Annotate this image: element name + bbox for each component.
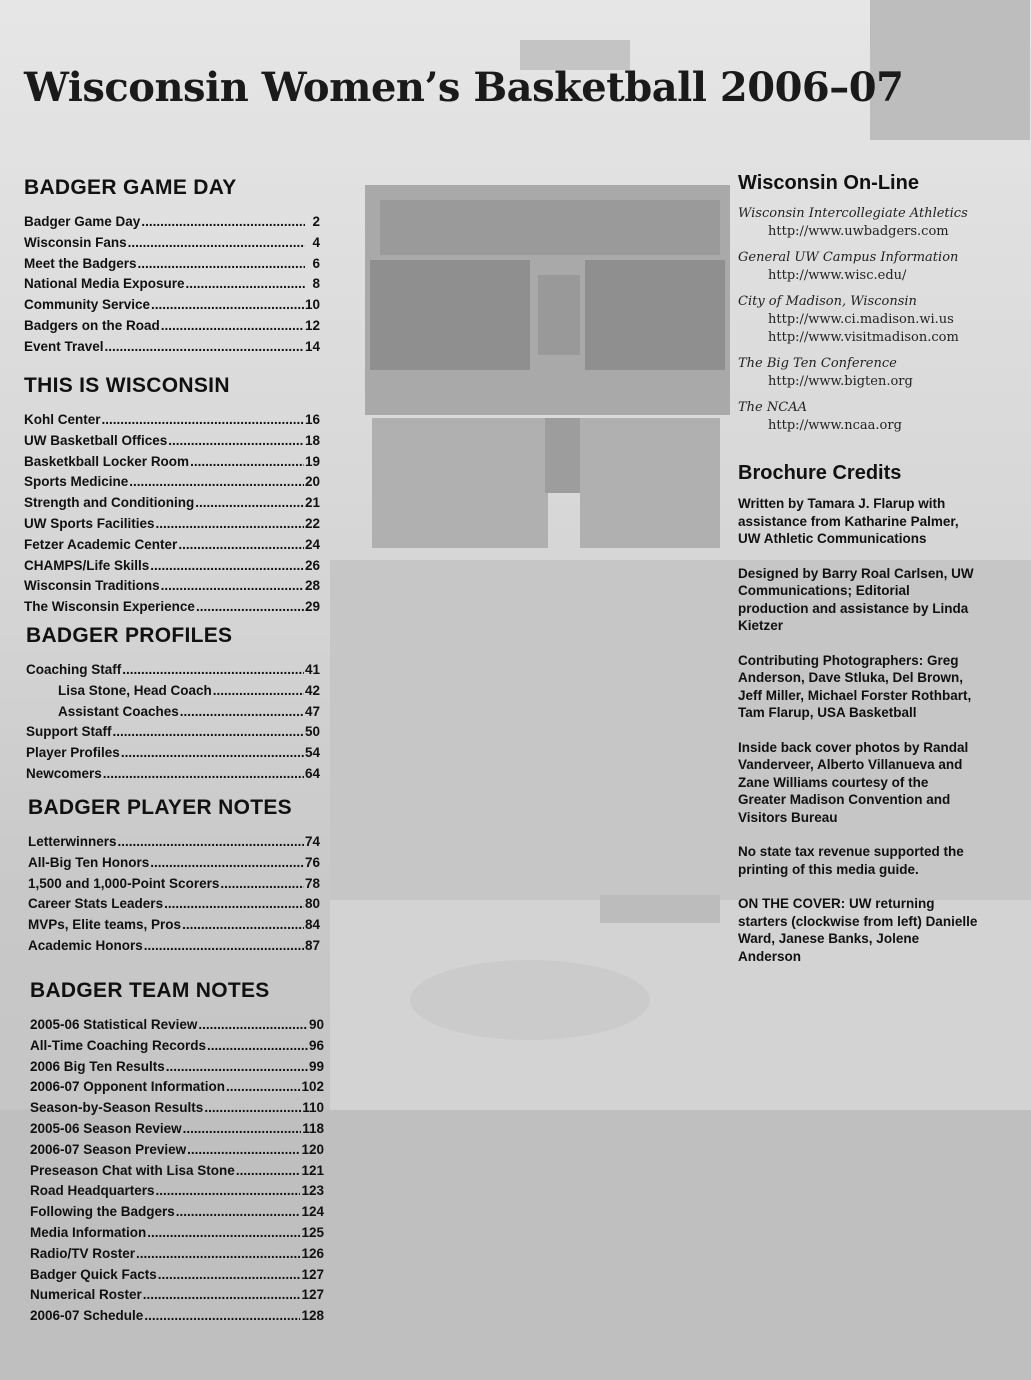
toc-entry-page: 90: [308, 1017, 324, 1032]
dot-leader: [207, 1036, 308, 1057]
toc-entry-label: Numerical Roster: [30, 1287, 142, 1303]
toc-entry-label: Season-by-Season Results: [30, 1100, 204, 1116]
toc-entry: [30, 1202, 324, 1223]
toc-entry-label: 2005-06 Statistical Review: [30, 1017, 198, 1032]
toc-entry-label: Coaching Staff: [26, 662, 122, 677]
toc-entry-label: National Media Exposure: [24, 276, 185, 292]
toc-entry: [24, 576, 320, 597]
toc-entry-page: 78: [304, 875, 320, 891]
toc-section-team-notes: [30, 979, 324, 1327]
dot-leader: [128, 233, 305, 254]
dot-leader: [156, 514, 304, 535]
dot-leader: [183, 1119, 302, 1140]
toc-entry-label: UW Basketball Offices: [24, 432, 168, 448]
toc-entry: [26, 764, 320, 785]
toc-entry-label: Preseason Chat with Lisa Stone: [30, 1162, 235, 1178]
toc-entry-page: 50: [304, 724, 320, 740]
website-url[interactable]: http://www.visitmadison.com: [768, 330, 959, 345]
toc-entry: [24, 493, 320, 514]
dot-leader: [226, 1077, 300, 1098]
dot-leader: [198, 1015, 308, 1036]
online-sites: [738, 205, 998, 435]
toc-entry: [30, 1140, 324, 1161]
toc-entry-label: Fetzer Academic Center: [24, 536, 178, 552]
toc-entry-page: 19: [304, 453, 320, 469]
dot-leader: [220, 874, 304, 895]
toc-entry: [24, 295, 320, 316]
dot-leader: [150, 853, 304, 874]
website-url[interactable]: http://www.ncaa.org: [768, 418, 902, 433]
toc-section-game-day: [24, 176, 320, 358]
toc-entry-page: 4: [312, 234, 320, 250]
credit-paragraph: ON THE COVER: UW returning starters (clockwise from left) Danielle Ward, Janese Banks, Jolene Anderson: [738, 896, 978, 964]
toc-entry-label: Career Stats Leaders: [28, 896, 164, 912]
toc-entry-label: All-Big Ten Honors: [28, 854, 150, 870]
dot-leader: [176, 1202, 301, 1223]
toc-entry-page: 80: [304, 896, 320, 912]
online-heading: Wisconsin On-Line: [738, 172, 919, 194]
toc-section-profiles: [26, 624, 320, 785]
toc-entry: [24, 514, 320, 535]
toc-entry-label: The Wisconsin Experience: [24, 599, 195, 615]
dot-leader: [182, 915, 304, 936]
toc-entry-page: 76: [304, 854, 320, 870]
dot-leader: [144, 1306, 300, 1327]
toc-entry-page: 121: [301, 1162, 324, 1178]
toc-entry: [26, 702, 320, 723]
dot-leader: [164, 894, 304, 915]
dot-leader: [161, 316, 304, 337]
dot-leader: [151, 295, 304, 316]
toc-entry: [24, 535, 320, 556]
toc-entry: [30, 1306, 324, 1327]
toc-entry-page: 120: [301, 1141, 324, 1157]
toc-entry: [26, 660, 320, 681]
dot-leader: [141, 212, 305, 233]
dot-leader: [144, 936, 304, 957]
dot-leader: [103, 764, 304, 785]
toc-entry-page: 128: [301, 1308, 324, 1324]
website-entry: [738, 355, 998, 391]
dot-leader: [161, 576, 304, 597]
dot-leader: [121, 743, 304, 764]
toc-entry-page: 64: [304, 765, 320, 781]
dot-leader: [143, 1285, 301, 1306]
toc-entry-page: 84: [304, 917, 320, 933]
toc-entry-page: 96: [308, 1037, 324, 1053]
website-entry: [738, 399, 998, 435]
toc-list: [30, 1015, 324, 1327]
toc-list: [28, 832, 320, 957]
toc-entry-label: UW Sports Facilities: [24, 515, 155, 531]
toc-entry-page: 87: [304, 937, 320, 953]
toc-entry-page: 20: [304, 474, 320, 490]
toc-entry: [30, 1036, 324, 1057]
credits-section: [738, 462, 998, 982]
website-url[interactable]: http://www.uwbadgers.com: [768, 224, 949, 239]
section-heading: BADGER PLAYER NOTES: [28, 796, 292, 819]
toc-entry-label: Newcomers: [26, 765, 102, 781]
toc-entry: [28, 894, 320, 915]
toc-entry-label: MVPs, Elite teams, Pros: [28, 917, 182, 933]
website-url[interactable]: http://www.bigten.org: [768, 374, 913, 389]
toc-entry-page: 10: [304, 297, 320, 313]
toc-entry-page: 110: [302, 1100, 324, 1116]
toc-entry: [30, 1098, 324, 1119]
dot-leader: [166, 1057, 308, 1078]
toc-entry: [24, 597, 320, 618]
website-url[interactable]: http://www.ci.madison.wi.us: [768, 312, 954, 327]
toc-entry-page: 42: [304, 682, 320, 698]
toc-entry: [30, 1161, 324, 1182]
toc-list: [24, 212, 320, 358]
toc-entry: [30, 1015, 324, 1036]
toc-entry-page: 123: [301, 1183, 324, 1199]
website-entry: [738, 205, 998, 241]
toc-entry-label: Badgers on the Road: [24, 317, 160, 333]
toc-entry-page: 125: [301, 1224, 324, 1240]
toc-entry: [24, 452, 320, 473]
toc-list: [26, 660, 320, 785]
dot-leader: [136, 1244, 300, 1265]
online-section: [738, 172, 998, 443]
toc-entry-label: Wisconsin Fans: [24, 234, 127, 250]
toc-entry: [30, 1077, 324, 1098]
section-heading: BADGER TEAM NOTES: [30, 979, 270, 1002]
credit-paragraph: Designed by Barry Roal Carlsen, UW Communications; Editorial production and assistance by Linda Kietzer: [738, 565, 974, 633]
credit-paragraph: Inside back cover photos by Randal Vanderveer, Alberto Villanueva and Zane Williams courtesy of the Greater Madison Convention and Visitors Bureau: [738, 739, 969, 825]
section-heading: THIS IS WISCONSIN: [24, 374, 230, 397]
toc-entry-label: 2006-07 Schedule: [30, 1308, 144, 1324]
toc-entry: [26, 722, 320, 743]
toc-entry: [26, 681, 320, 702]
toc-entry-label: Event Travel: [24, 338, 104, 354]
dot-leader: [195, 493, 304, 514]
toc-entry: [26, 743, 320, 764]
toc-entry-page: 99: [308, 1058, 324, 1074]
dot-leader: [178, 535, 304, 556]
dot-leader: [147, 1223, 300, 1244]
toc-entry: [28, 915, 320, 936]
toc-entry-page: 118: [302, 1120, 324, 1136]
website-name: General UW Campus Information: [738, 250, 959, 265]
dot-leader: [118, 832, 304, 853]
toc-entry-label: Letterwinners: [28, 834, 117, 849]
toc-entry: [28, 853, 320, 874]
toc-entry: [24, 556, 320, 577]
toc-entry-label: 2005-06 Season Review: [30, 1120, 182, 1136]
toc-entry-page: 12: [304, 317, 320, 333]
website-name: Wisconsin Intercollegiate Athletics: [738, 206, 968, 221]
toc-entry: [30, 1057, 324, 1078]
dot-leader: [180, 702, 304, 723]
toc-entry: [30, 1265, 324, 1286]
toc-entry-label: 2006-07 Season Preview: [30, 1141, 187, 1157]
toc-entry-label: Media Information: [30, 1224, 147, 1240]
toc-entry-page: 47: [304, 703, 320, 719]
website-url[interactable]: http://www.wisc.edu/: [768, 268, 907, 283]
toc-entry-page: 18: [304, 432, 320, 448]
toc-entry-page: 14: [304, 338, 320, 354]
toc-entry-label: Badger Quick Facts: [30, 1266, 157, 1282]
dot-leader: [113, 722, 304, 743]
dot-leader: [236, 1161, 301, 1182]
toc-entry-label: Assistant Coaches: [58, 703, 179, 719]
toc-entry: [24, 431, 320, 452]
toc-entry-page: 16: [304, 412, 320, 427]
section-heading: BADGER GAME DAY: [24, 176, 237, 199]
toc-entry-label: Badger Game Day: [24, 214, 141, 229]
toc-entry-label: Road Headquarters: [30, 1183, 155, 1199]
toc-entry-page: 22: [304, 515, 320, 531]
toc-entry-page: 127: [301, 1266, 324, 1282]
toc-entry: [28, 832, 320, 853]
toc-entry: [24, 233, 320, 254]
dot-leader: [187, 1140, 300, 1161]
credit-paragraph: No state tax revenue supported the printing of this media guide.: [738, 844, 964, 877]
toc-entry-label: Strength and Conditioning: [24, 495, 195, 511]
website-entry: [738, 293, 998, 347]
page-title: Wisconsin Women’s Basketball 2006–07: [24, 64, 904, 111]
toc-entry-label: 1,500 and 1,000-Point Scorers: [28, 875, 220, 891]
toc-entry: [28, 874, 320, 895]
toc-entry-label: Sports Medicine: [24, 474, 129, 490]
dot-leader: [138, 254, 305, 275]
dot-leader: [213, 681, 304, 702]
toc-entry-label: Following the Badgers: [30, 1204, 175, 1220]
website-name: City of Madison, Wisconsin: [738, 294, 917, 309]
dot-leader: [190, 452, 304, 473]
toc-entry: [30, 1119, 324, 1140]
toc-entry: [30, 1244, 324, 1265]
toc-entry-label: 2006 Big Ten Results: [30, 1058, 165, 1074]
toc-entry-page: 54: [304, 745, 320, 761]
dot-leader: [156, 1181, 301, 1202]
toc-entry: [30, 1223, 324, 1244]
website-name: The NCAA: [738, 400, 807, 415]
toc-entry-label: Wisconsin Traditions: [24, 578, 160, 594]
credits-list: [738, 495, 998, 965]
toc-entry-page: 41: [304, 662, 320, 677]
dot-leader: [204, 1098, 301, 1119]
toc-entry: [24, 337, 320, 358]
toc-entry-label: Academic Honors: [28, 937, 143, 953]
toc-entry-page: 127: [301, 1287, 324, 1303]
dot-leader: [150, 556, 304, 577]
toc-entry: [24, 212, 320, 233]
toc-entry-label: Meet the Badgers: [24, 255, 137, 271]
toc-entry-label: Support Staff: [26, 724, 112, 740]
toc-entry-page: 126: [301, 1245, 324, 1261]
toc-entry-page: 102: [301, 1079, 324, 1095]
toc-entry-label: Community Service: [24, 297, 151, 313]
credits-heading: Brochure Credits: [738, 462, 902, 484]
website-entry: [738, 249, 998, 285]
toc-entry-label: 2006-07 Opponent Information: [30, 1079, 226, 1095]
toc-entry: [24, 274, 320, 295]
toc-entry-label: Lisa Stone, Head Coach: [58, 682, 212, 698]
toc-entry: [30, 1285, 324, 1306]
toc-entry-page: 26: [304, 557, 320, 573]
toc-section-player-notes: [28, 796, 320, 957]
toc-entry-page: 8: [312, 276, 320, 292]
dot-leader: [186, 274, 305, 295]
toc-section-this-is-wisconsin: [24, 374, 320, 618]
dot-leader: [102, 410, 304, 431]
dot-leader: [196, 597, 304, 618]
dot-leader: [168, 431, 304, 452]
dot-leader: [105, 337, 304, 358]
toc-entry-label: Player Profiles: [26, 745, 120, 761]
toc-entry-label: CHAMPS/Life Skills: [24, 557, 150, 573]
toc-entry: [28, 936, 320, 957]
toc-entry-label: Basketkball Locker Room: [24, 453, 190, 469]
toc-entry: [24, 316, 320, 337]
toc-entry-label: All-Time Coaching Records: [30, 1037, 207, 1053]
dot-leader: [122, 660, 304, 681]
toc-entry-label: Radio/TV Roster: [30, 1245, 136, 1261]
toc-entry: [30, 1181, 324, 1202]
toc-entry: [24, 410, 320, 431]
toc-entry: [24, 472, 320, 493]
dot-leader: [158, 1265, 301, 1286]
toc-entry-page: 21: [304, 495, 320, 511]
dot-leader: [129, 472, 304, 493]
toc-entry-page: 28: [304, 578, 320, 594]
credit-paragraph: Written by Tamara J. Flarup with assistance from Katharine Palmer, UW Athletic Communications: [738, 496, 959, 546]
toc-entry: [24, 254, 320, 275]
toc-list: [24, 410, 320, 618]
toc-entry-page: 74: [304, 834, 320, 849]
toc-entry-page: 2: [312, 214, 320, 229]
website-name: The Big Ten Conference: [738, 356, 897, 371]
toc-entry-page: 124: [301, 1204, 324, 1220]
toc-entry-page: 29: [304, 599, 320, 615]
toc-entry-label: Kohl Center: [24, 412, 101, 427]
credit-paragraph: Contributing Photographers: Greg Anderson, Dave Stluka, Del Brown, Jeff Miller, Michael Forster Rothbart, Tam Flarup, USA Basketball: [738, 652, 972, 720]
toc-entry-page: 6: [312, 255, 320, 271]
section-heading: BADGER PROFILES: [26, 624, 233, 647]
toc-entry-page: 24: [304, 536, 320, 552]
